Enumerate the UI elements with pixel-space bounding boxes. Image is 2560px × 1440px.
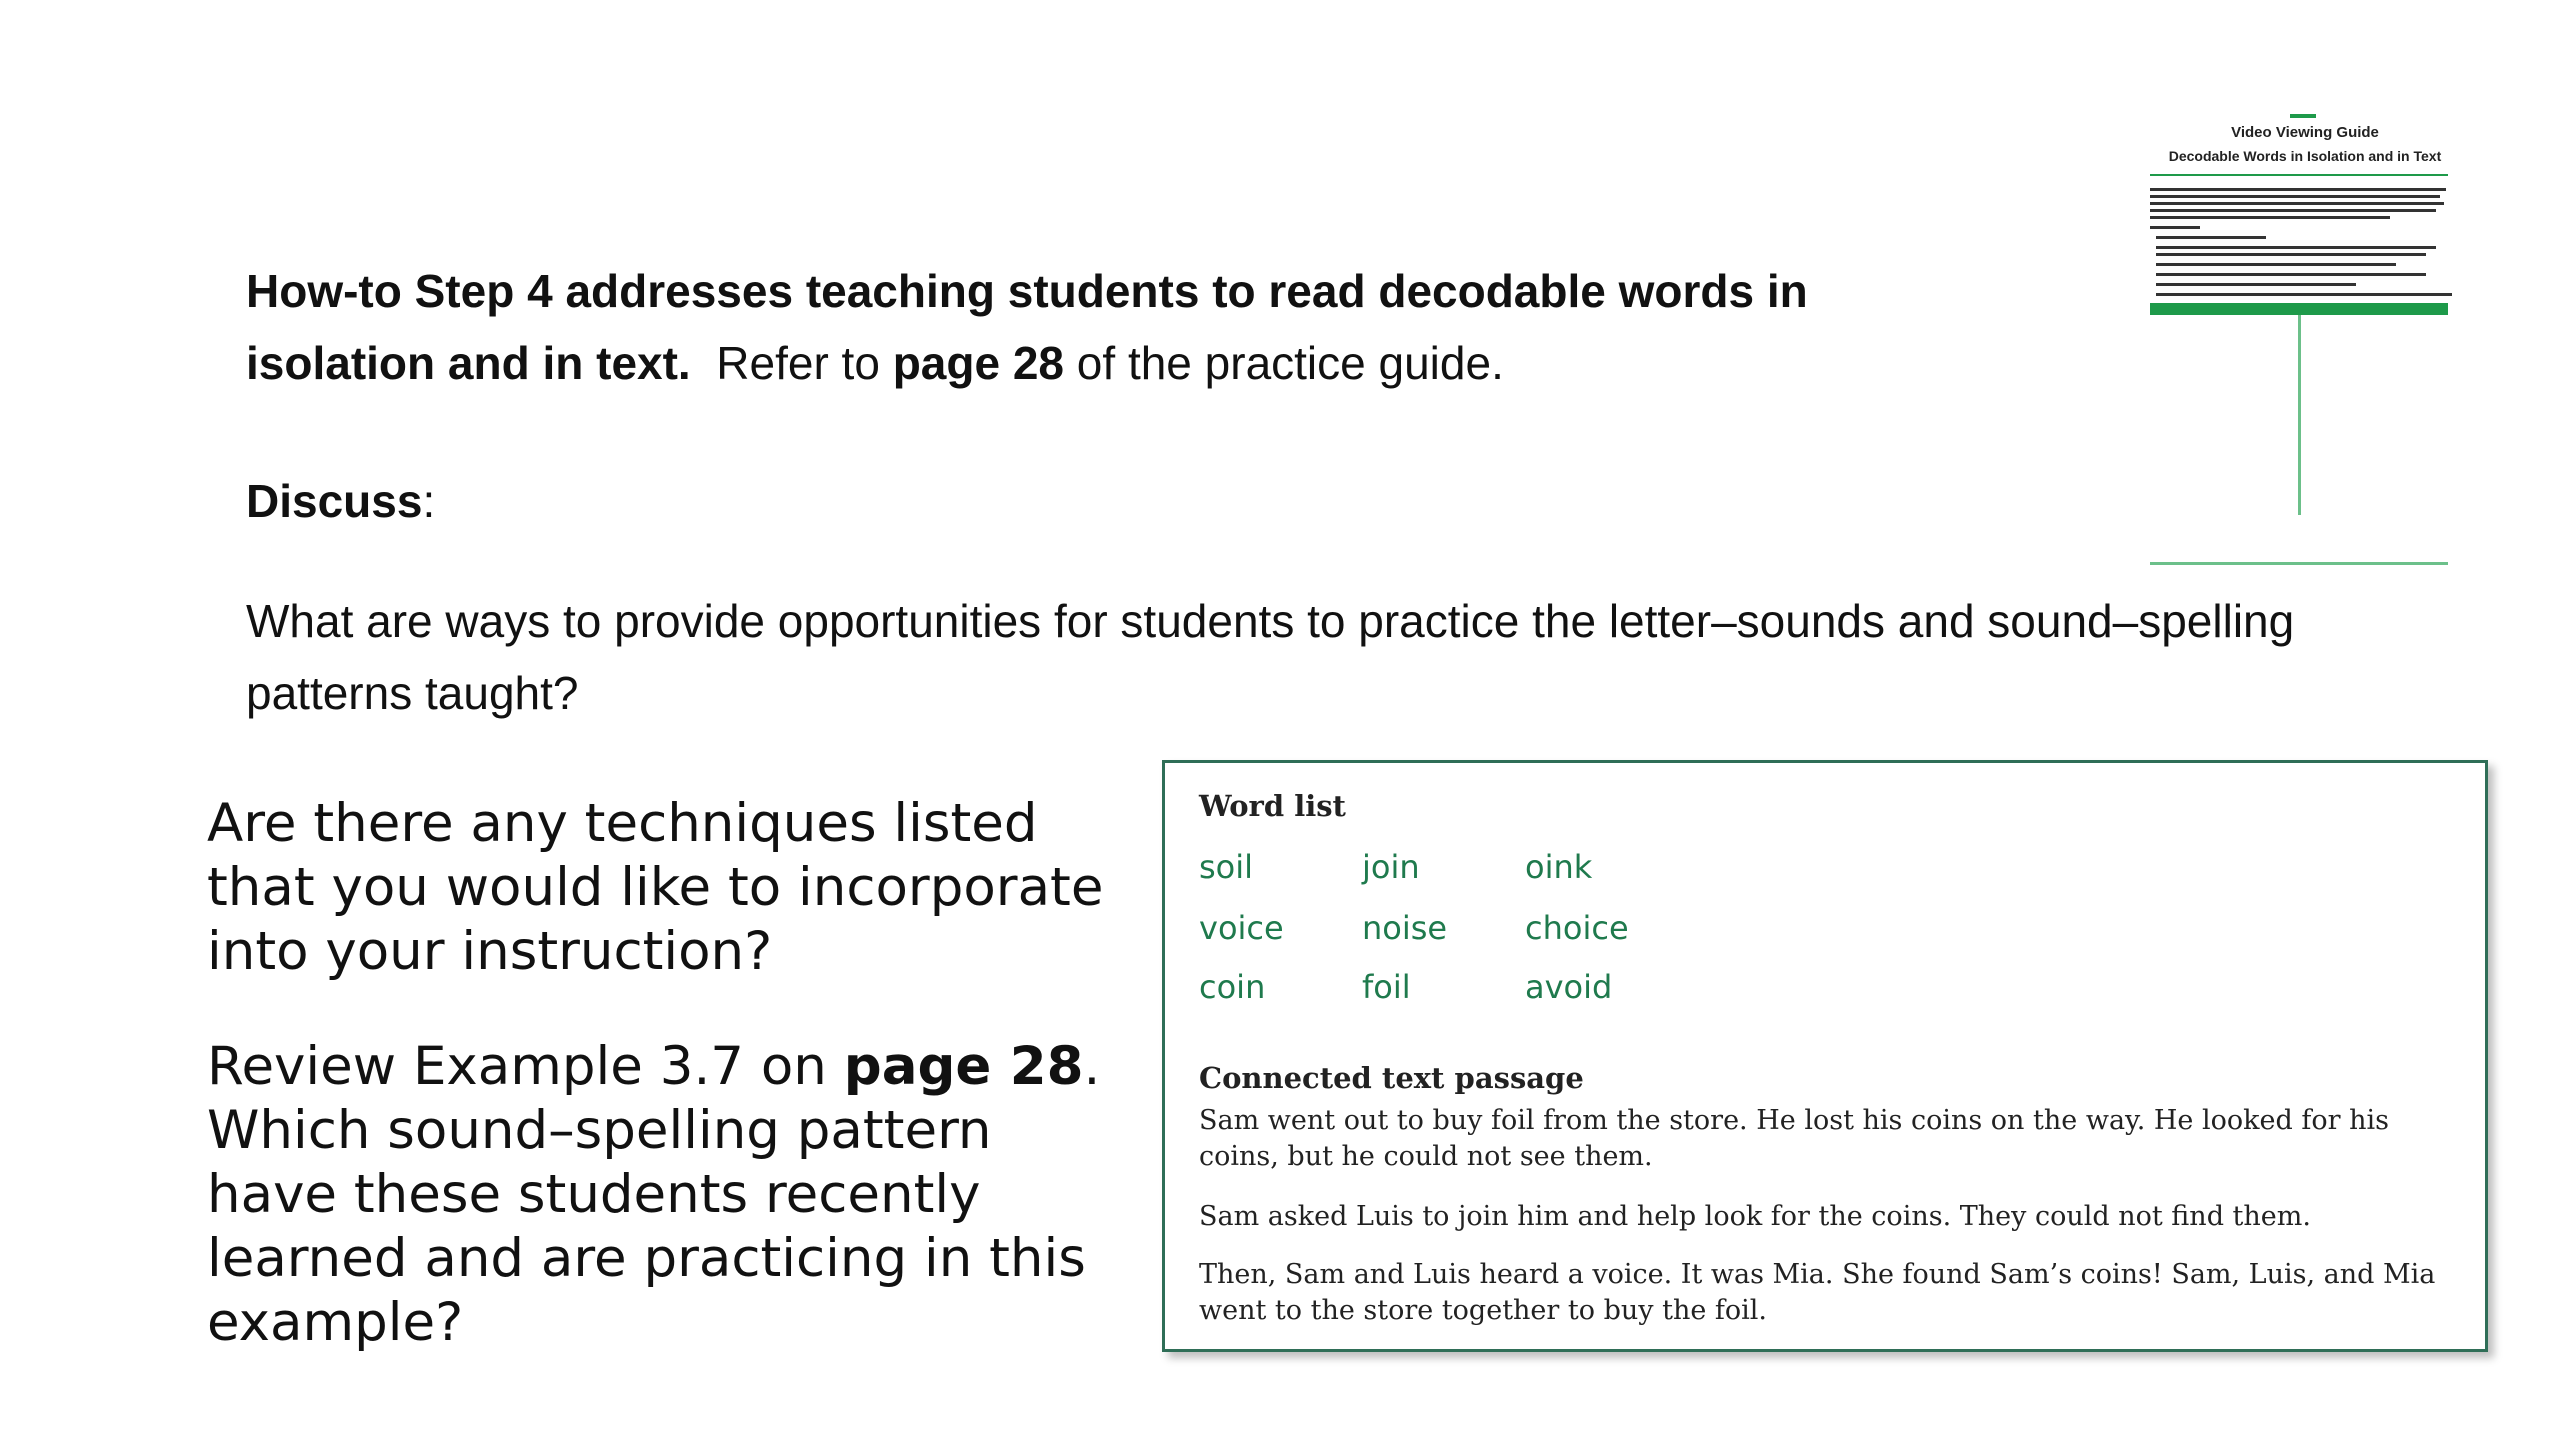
discuss-label: Discuss: [246, 475, 436, 527]
word-list-item: soil [1199, 848, 1254, 886]
word-list-item: oink [1525, 848, 1593, 886]
thumb-accent-mark [2290, 114, 2316, 118]
thumb-text-line [2150, 226, 2200, 229]
thumb-text-line [2156, 293, 2452, 296]
viewing-guide-thumbnail [2150, 108, 2460, 570]
thumb-text-line [2156, 246, 2436, 249]
thumb-text-line [2156, 236, 2266, 239]
thumb-text-line [2150, 202, 2444, 205]
word-list-item: noise [1362, 909, 1448, 947]
thumb-text-line [2156, 283, 2356, 286]
thumb-text-line [2150, 209, 2436, 212]
heading-bold: How-to Step 4 addresses teaching students to read decodable words in isolation and in text. [246, 265, 1808, 389]
word-list-item: avoid [1525, 968, 1613, 1006]
word-list-item: foil [1362, 968, 1411, 1006]
thumb-text-line [2150, 216, 2390, 219]
word-list-item: coin [1199, 968, 1266, 1006]
techniques-question: Are there any techniques listed that you would like to incorporate into your instruction? [207, 793, 1104, 982]
thumb-divider [2150, 174, 2448, 176]
heading-end: of the practice guide. [1076, 337, 1504, 389]
review-example-question: Review Example 3.7 on page 28. Which sound–spelling pattern have these students recently learned and are practicing in this example? [207, 1036, 1101, 1353]
word-list-item: join [1362, 848, 1420, 886]
review-page-ref: page 28 [843, 1036, 1084, 1097]
heading-refer: Refer to [716, 337, 880, 389]
connected-text-title: Connected text passage [1199, 1061, 1584, 1095]
thumb-title: Video Viewing Guide [2231, 124, 2379, 141]
thumb-table-column-divider [2298, 315, 2301, 515]
thumb-table-header [2150, 303, 2448, 315]
thumb-text-line [2156, 263, 2396, 266]
passage-paragraph: Sam went out to buy foil from the store. He lost his coins on the way. He looked for his coins, but he could not see them. [1199, 1105, 2389, 1172]
example-box [1162, 760, 2488, 1352]
heading-page-ref: page 28 [892, 337, 1065, 389]
word-list-item: choice [1525, 909, 1629, 947]
thumb-subtitle: Decodable Words in Isolation and in Text [2168, 148, 2442, 164]
passage-paragraph: Sam asked Luis to join him and help look for the coins. They could not find them. [1199, 1201, 2311, 1232]
step-heading [246, 255, 1946, 399]
thumb-table-bottom [2150, 562, 2448, 565]
discussion-question: What are ways to provide opportunities for students to practice the letter–sounds and sound–spelling patterns taught? [246, 595, 2295, 719]
word-list-title: Word list [1199, 789, 1346, 823]
thumb-text-line [2156, 253, 2426, 256]
word-list-item: voice [1199, 909, 1284, 947]
thumb-text-line [2150, 188, 2446, 191]
passage-paragraph: Then, Sam and Luis heard a voice. It was Mia. She found Sam’s coins! Sam, Luis, and Mia went to the store together to buy the foil. [1199, 1259, 2436, 1326]
thumb-text-line [2156, 273, 2426, 276]
thumb-text-line [2150, 195, 2440, 198]
